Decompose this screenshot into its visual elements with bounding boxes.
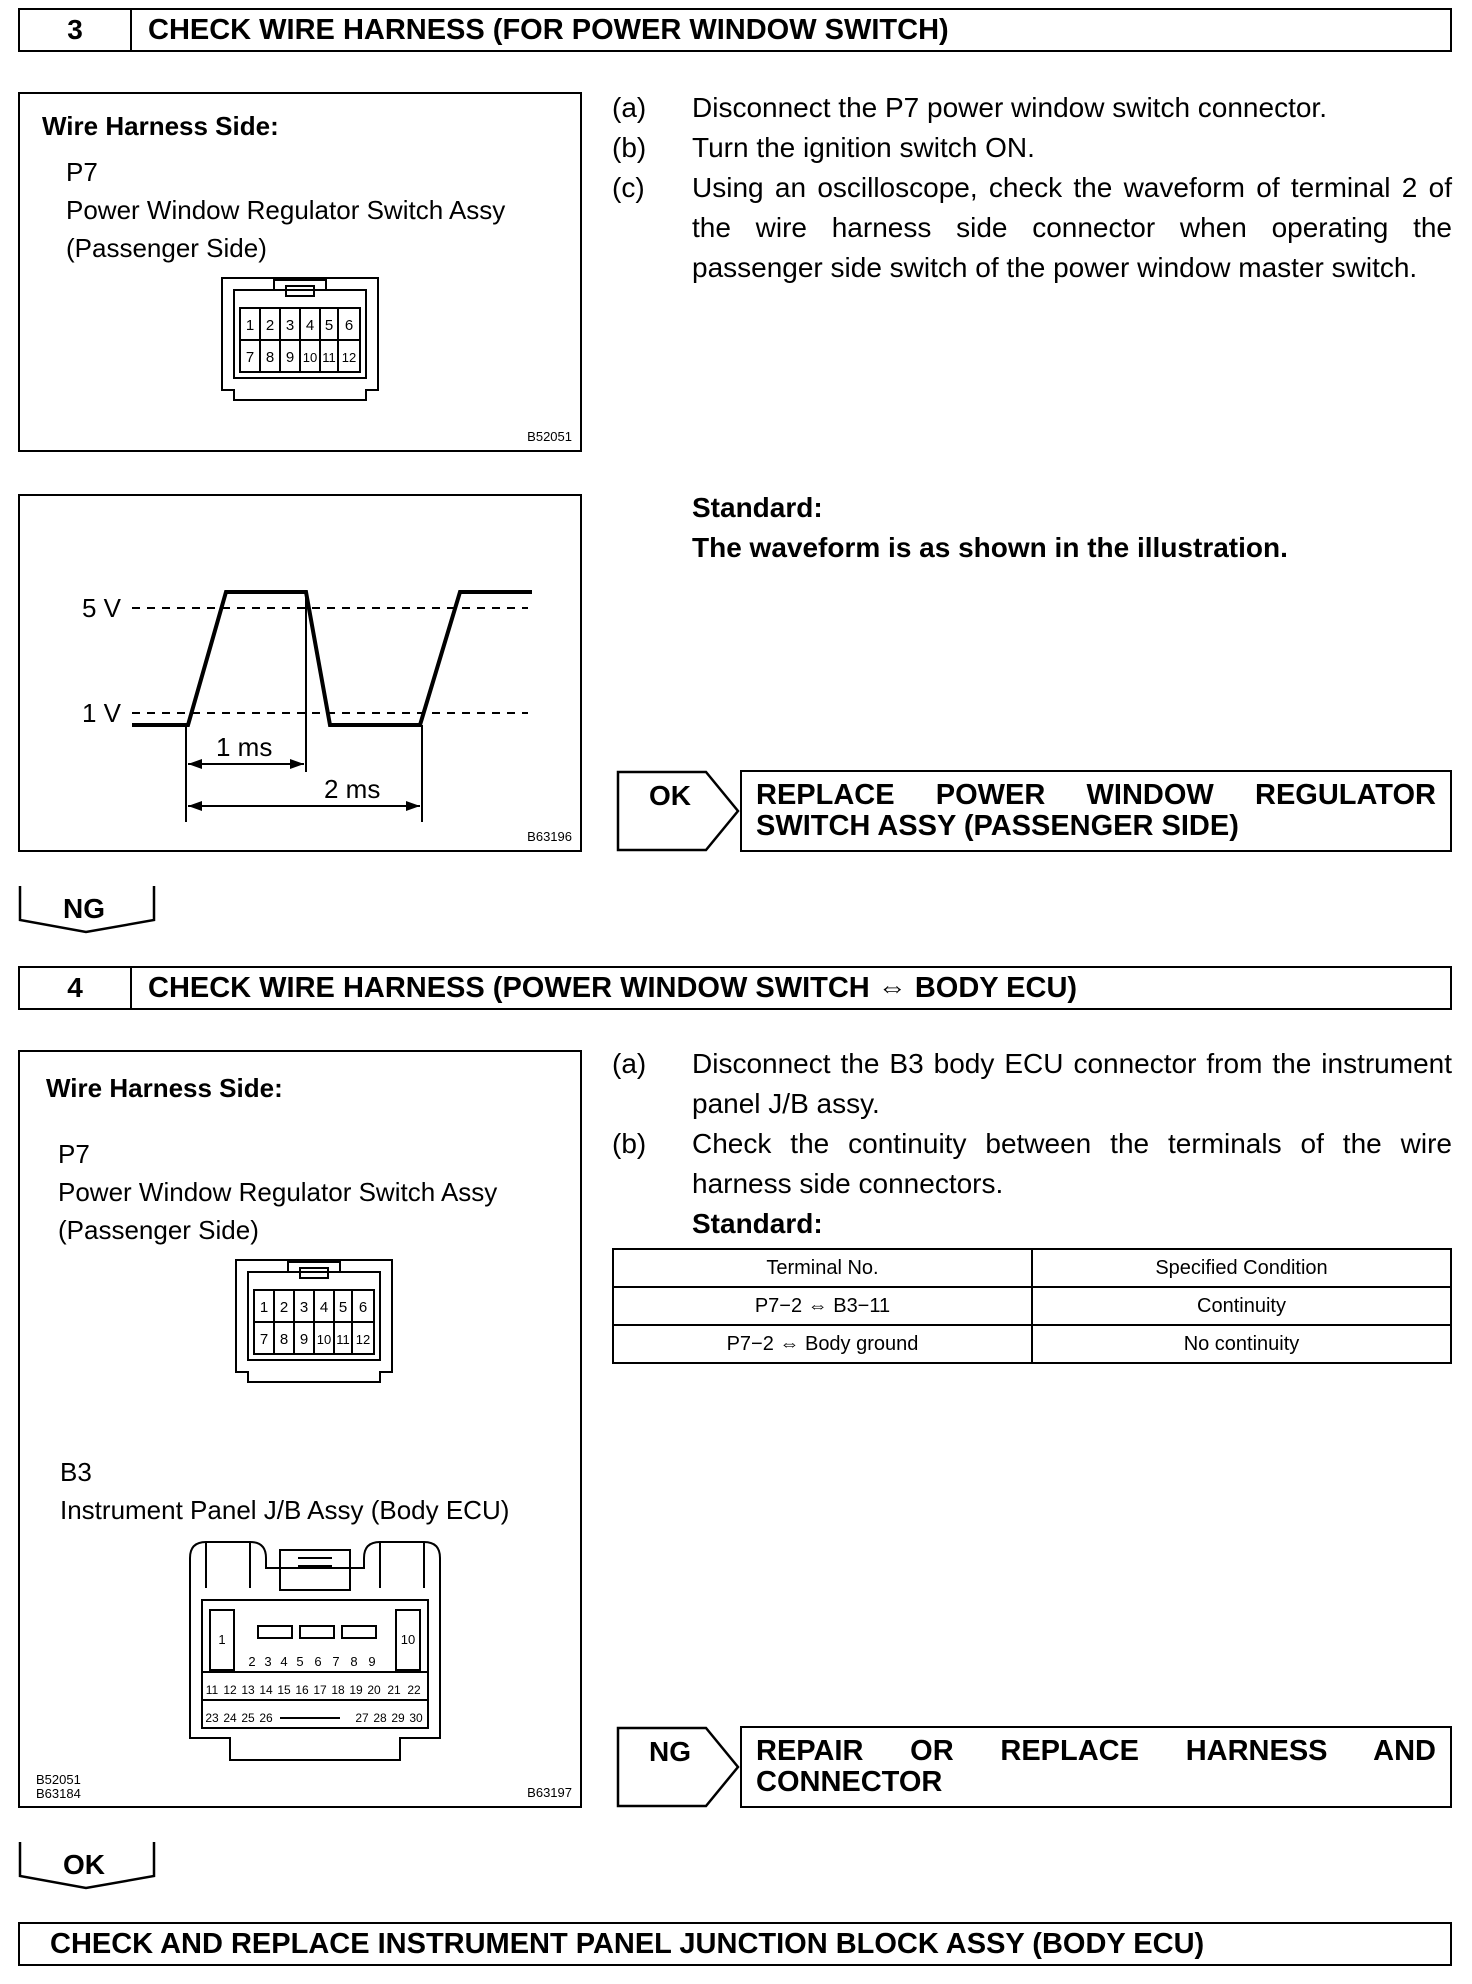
p7-pin: 12 <box>355 1332 371 1347</box>
b3-pin: 24 <box>223 1711 237 1725</box>
p7-pin: 3 <box>285 317 295 334</box>
p7-connector-drawing <box>210 274 390 408</box>
step-3-header <box>18 8 1452 52</box>
p7-pin: 7 <box>245 349 255 366</box>
result-line: REPLACE POWER WINDOW REGULATOR <box>756 779 1436 811</box>
b3-pin: 10 <box>400 1632 416 1647</box>
specification-table <box>612 1248 1452 1364</box>
instruction-item <box>612 168 1452 288</box>
standard-text: The waveform is as shown in the illustration. <box>692 532 1288 563</box>
b3-pin: 15 <box>277 1683 291 1697</box>
connector-side: (Passenger Side) <box>58 1215 259 1245</box>
p7-pin: 10 <box>302 350 318 365</box>
step-4-instructions <box>612 1044 1452 1244</box>
figure-heading: Wire Harness Side: <box>42 111 279 141</box>
instruction-item <box>612 1204 1452 1244</box>
final-step-title: CHECK AND REPLACE INSTRUMENT PANEL JUNCTION BLOCK ASSY (BODY ECU) <box>50 1927 1205 1960</box>
voltage-label-low: 1 V <box>82 698 122 728</box>
p7-pin: 2 <box>265 317 275 334</box>
b3-pin: 12 <box>223 1683 237 1697</box>
step-title: CHECK WIRE HARNESS (POWER WINDOW SWITCH ⇔ BODY ECU) <box>148 971 1078 1004</box>
p7-pin: 4 <box>319 1299 329 1316</box>
ok-result-box <box>740 770 1452 852</box>
ok-down-arrow <box>18 1840 158 1890</box>
step-number: 4 <box>20 968 132 1008</box>
connector-id: P7 <box>58 1139 90 1169</box>
b3-pin: 28 <box>373 1711 387 1725</box>
instruction-item <box>612 1124 1452 1204</box>
b3-pin: 5 <box>296 1654 304 1669</box>
instruction-text: Disconnect the B3 body ECU connector from the instrument panel J/B assy. <box>692 1048 1452 1119</box>
p7-pin: 1 <box>259 1299 269 1316</box>
figure-heading: Wire Harness Side: <box>46 1073 283 1103</box>
ng-arrow-tag <box>616 1726 740 1808</box>
p7-pin: 2 <box>279 1299 289 1316</box>
table-header: Terminal No. <box>613 1249 1032 1287</box>
b3-pin: 30 <box>409 1711 423 1725</box>
table-row <box>613 1325 1451 1363</box>
b3-pin: 3 <box>264 1654 272 1669</box>
instruction-item <box>612 128 1452 168</box>
b3-pin: 21 <box>387 1683 401 1697</box>
standard-label: Standard: <box>692 1208 823 1239</box>
p7-pin: 5 <box>324 317 334 334</box>
figure-code: B63196 <box>527 829 572 844</box>
b3-pin: 22 <box>407 1683 421 1697</box>
final-step-header <box>18 1922 1452 1966</box>
instruction-letter: (a) <box>612 1048 647 1079</box>
b3-pin: 16 <box>295 1683 309 1697</box>
ok-label: OK <box>649 780 691 811</box>
p7-pin: 11 <box>336 1332 350 1347</box>
table-row <box>613 1287 1451 1325</box>
b3-pin: 20 <box>367 1683 381 1697</box>
waveform-figure <box>18 494 582 852</box>
connector-figure-p7 <box>18 92 582 452</box>
b3-pin: 1 <box>218 1632 226 1647</box>
table-header: Specified Condition <box>1032 1249 1451 1287</box>
b3-pin: 27 <box>355 1711 369 1725</box>
result-line: SWITCH ASSY (PASSENGER SIDE) <box>756 810 1239 842</box>
table-cell: No continuity <box>1032 1325 1451 1363</box>
p7-pin: 1 <box>245 317 255 334</box>
b3-pin: 11 <box>205 1683 219 1697</box>
b3-pin: 8 <box>350 1654 358 1669</box>
step-4-header <box>18 966 1452 1010</box>
b3-pin: 9 <box>368 1654 376 1669</box>
waveform-trace <box>132 592 532 725</box>
b3-pin: 6 <box>314 1654 322 1669</box>
connector-side: (Passenger Side) <box>66 233 267 263</box>
pulse-width-label: 1 ms <box>216 732 273 762</box>
b3-pin: 13 <box>241 1683 255 1697</box>
connector-name: Power Window Regulator Switch Assy <box>58 1177 498 1207</box>
connector-name: Power Window Regulator Switch Assy <box>66 195 506 225</box>
instruction-item <box>612 88 1452 128</box>
table-cell: P7−2 ⇔ Body ground <box>613 1325 1032 1363</box>
instruction-text: Disconnect the P7 power window switch connector. <box>692 92 1327 123</box>
b3-pin: 18 <box>331 1683 345 1697</box>
figure-code: B63184 <box>36 1786 81 1801</box>
period-label: 2 ms <box>324 774 381 804</box>
ng-label: NG <box>649 1736 691 1767</box>
b3-pin: 19 <box>349 1683 363 1697</box>
waveform-drawing <box>20 496 580 850</box>
ok-arrow-tag <box>616 770 740 852</box>
p7-pin: 5 <box>338 1299 348 1316</box>
p7-pin: 10 <box>316 1332 332 1347</box>
figure-code: B52051 <box>527 429 572 444</box>
p7-pin: 8 <box>265 349 275 366</box>
p7-pin: 8 <box>279 1331 289 1348</box>
connector-figure-p7-b3 <box>18 1050 582 1808</box>
instruction-letter: (c) <box>612 172 645 203</box>
ng-label: NG <box>63 893 105 924</box>
instruction-text: Using an oscilloscope, check the waveform of terminal 2 of the wire harness side connector when operating the passenger side switch of the power window master switch. <box>692 172 1452 283</box>
b3-pin: 14 <box>259 1683 273 1697</box>
connector-id: P7 <box>66 157 98 187</box>
table-header-row <box>613 1249 1451 1287</box>
result-line: CONNECTOR <box>756 1766 943 1798</box>
p7-pin: 7 <box>259 1331 269 1348</box>
p7-connector-drawing <box>224 1256 404 1390</box>
instruction-item <box>612 1044 1452 1124</box>
step-title: CHECK WIRE HARNESS (FOR POWER WINDOW SWITCH) <box>148 13 949 46</box>
b3-pin: 25 <box>241 1711 255 1725</box>
b3-pin: 7 <box>332 1654 340 1669</box>
figure-code: B52051 <box>36 1772 81 1787</box>
connector-id: B3 <box>60 1457 92 1487</box>
ng-result-box <box>740 1726 1452 1808</box>
p7-pin: 11 <box>322 350 336 365</box>
ok-label: OK <box>63 1849 105 1880</box>
connector-name: Instrument Panel J/B Assy (Body ECU) <box>60 1495 510 1525</box>
standard-label: Standard: <box>692 492 823 523</box>
p7-pin: 6 <box>358 1299 368 1316</box>
p7-pin: 12 <box>341 350 357 365</box>
p7-pin: 3 <box>299 1299 309 1316</box>
instruction-letter: (b) <box>612 1128 647 1159</box>
instruction-letter: (a) <box>612 92 647 123</box>
p7-pin: 9 <box>285 349 295 366</box>
b3-pin: 4 <box>280 1654 288 1669</box>
b3-pin: 23 <box>205 1711 219 1725</box>
result-line: REPAIR OR REPLACE HARNESS AND <box>756 1735 1436 1767</box>
b3-pin: 29 <box>391 1711 405 1725</box>
step-3-instructions <box>612 88 1452 288</box>
figure-code: B63197 <box>527 1785 572 1800</box>
b3-connector-drawing <box>180 1528 450 1776</box>
instruction-text: Turn the ignition switch ON. <box>692 132 1035 163</box>
p7-pin: 9 <box>299 1331 309 1348</box>
instruction-letter: (b) <box>612 132 647 163</box>
table-cell: Continuity <box>1032 1287 1451 1325</box>
table-cell: P7−2 ⇔ B3−11 <box>613 1287 1032 1325</box>
step-number: 3 <box>20 10 132 50</box>
p7-pin: 6 <box>344 317 354 334</box>
p7-pin: 4 <box>305 317 315 334</box>
b3-pin: 17 <box>313 1683 327 1697</box>
instruction-text: Check the continuity between the terminals of the wire harness side connectors. <box>692 1128 1452 1199</box>
voltage-label-high: 5 V <box>82 593 122 623</box>
b3-pin: 2 <box>248 1654 256 1669</box>
b3-pin: 26 <box>259 1711 273 1725</box>
ng-down-arrow <box>18 884 158 934</box>
